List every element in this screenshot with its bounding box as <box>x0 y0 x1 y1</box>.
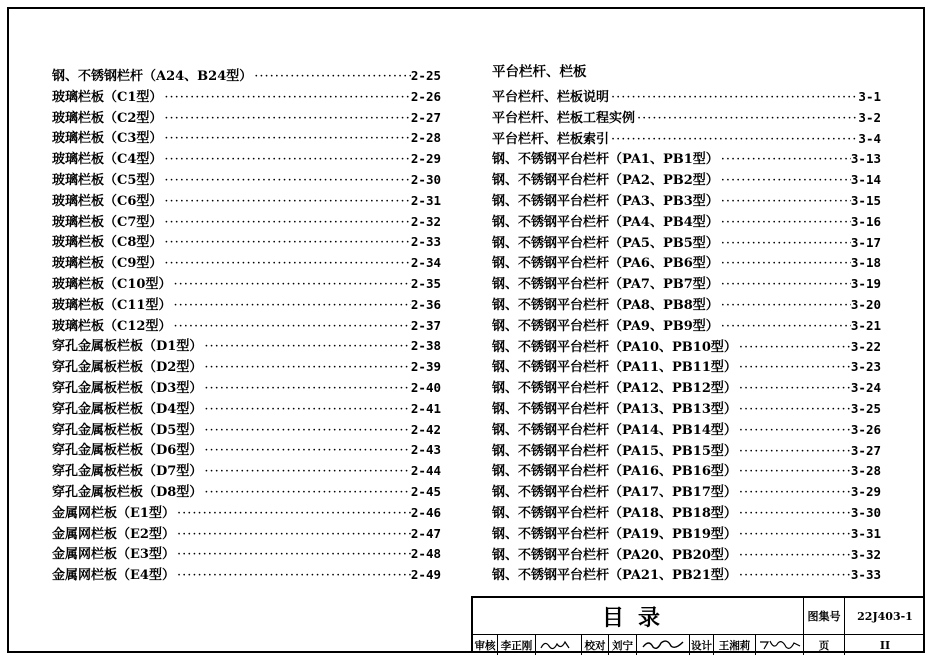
toc-leader-dots <box>737 423 851 438</box>
toc-entry-title: 穿孔金属板栏板（D3型） <box>52 380 203 396</box>
toc-entry <box>492 190 881 211</box>
toc-entry-title: 钢、不锈钢平台栏杆（PA13、PB13型） <box>492 401 737 417</box>
toc-entry <box>492 544 881 565</box>
toc-entry-page: 3-33 <box>850 567 881 583</box>
toc-entry-title: 钢、不锈钢平台栏杆（PA6、PB6型） <box>492 256 719 272</box>
toc-entry <box>52 294 441 315</box>
page-label: 页 <box>818 639 830 652</box>
toc-entry-page: 2-35 <box>410 275 441 291</box>
toc-entry <box>52 86 441 107</box>
toc-leader-dots <box>719 236 851 251</box>
toc-entry-page: 2-36 <box>410 296 441 312</box>
toc-entry-title: 平台栏杆、栏板说明 <box>492 90 610 105</box>
toc-entry-page: 2-27 <box>410 109 441 125</box>
toc-leader-dots <box>737 568 851 583</box>
toc-leader-dots <box>737 444 851 459</box>
toc-leader-dots <box>175 547 411 562</box>
toc-entry <box>492 356 881 377</box>
toc-entry-page: 3-19 <box>850 276 881 292</box>
toc-leader-dots <box>175 506 411 521</box>
toc-entry <box>52 190 441 211</box>
toc-entry <box>492 564 881 585</box>
toc-entry-title: 钢、不锈钢平台栏杆（PA1、PB1型） <box>492 152 719 168</box>
toc-entry <box>52 523 441 544</box>
toc-entry-page: 3-32 <box>850 546 881 562</box>
toc-entry <box>492 336 881 357</box>
toc-entry <box>52 502 441 523</box>
toc-entry-title: 金属网栏板（E4型） <box>52 568 175 584</box>
proof-label: 校对 <box>584 639 606 652</box>
toc-entry <box>492 211 881 232</box>
toc-entry <box>492 419 881 440</box>
toc-leader-dots <box>202 443 411 458</box>
toc-leader-dots <box>737 340 851 355</box>
toc-entry-page: 3-14 <box>850 172 881 188</box>
toc-entry <box>52 439 441 460</box>
toc-entry-title: 钢、不锈钢平台栏杆（PA10、PB10型） <box>492 339 737 355</box>
toc-entry <box>492 169 881 190</box>
toc-entry-page: 2-31 <box>410 192 441 208</box>
toc-leader-dots <box>175 568 411 583</box>
toc-entry <box>52 252 441 273</box>
toc-entry-page: 2-30 <box>410 171 441 187</box>
toc-entry-page: 3-15 <box>850 192 881 208</box>
toc-entry <box>52 211 441 232</box>
toc-leader-dots <box>162 152 410 167</box>
toc-entry-page: 2-49 <box>410 567 441 583</box>
toc-leader-dots <box>202 423 411 438</box>
toc-entry <box>52 543 441 564</box>
toc-leader-dots <box>609 132 858 147</box>
toc-entry <box>52 377 441 398</box>
toc-entry-title: 钢、不锈钢平台栏杆（PA11、PB11型） <box>492 360 737 376</box>
toc-leader-dots <box>719 298 851 313</box>
section-title-platform-railings: 平台栏杆、栏板 <box>492 64 587 80</box>
toc-entry <box>492 315 881 336</box>
toc-entry-page: 2-29 <box>410 151 441 167</box>
toc-entry-title: 平台栏杆、栏板工程实例 <box>492 110 636 126</box>
toc-entry-title: 金属网栏板（E1型） <box>52 505 175 521</box>
reviewer-signature <box>539 638 575 655</box>
toc-entry-page: 3-2 <box>858 109 881 125</box>
toc-leader-dots <box>202 339 411 354</box>
toc-leader-dots <box>162 131 410 146</box>
toc-entry-page: 3-4 <box>858 130 881 146</box>
toc-entry <box>52 356 441 377</box>
toc-leader-dots <box>162 194 410 209</box>
toc-entry-title: 玻璃栏板（C6型） <box>52 193 163 209</box>
toc-entry <box>492 86 881 107</box>
toc-entry <box>492 440 881 461</box>
toc-entry <box>492 481 881 502</box>
toc-entry-page: 3-13 <box>850 151 881 167</box>
toc-entry-title: 玻璃栏板（C9型） <box>52 256 163 272</box>
toc-leader-dots <box>162 235 410 250</box>
toc-leader-dots <box>737 402 851 417</box>
toc-entry-page: 2-39 <box>410 359 441 375</box>
toc-entry-title: 穿孔金属板栏板（D5型） <box>52 422 203 438</box>
toc-leader-dots <box>737 360 851 375</box>
toc-entry-page: 2-48 <box>410 546 441 562</box>
toc-entry <box>492 252 881 273</box>
toc-entry-title: 玻璃栏板（C7型） <box>52 214 163 230</box>
toc-leader-dots <box>635 111 858 126</box>
toc-entry <box>492 273 881 294</box>
proofreader-name: 刘宁 <box>612 639 633 652</box>
toc-entry-page: 2-38 <box>410 338 441 354</box>
toc-leader-dots <box>171 319 410 334</box>
toc-entry-page: 2-25 <box>410 68 441 83</box>
toc-entry <box>492 294 881 315</box>
toc-leader-dots <box>719 277 851 292</box>
toc-entry-page: 3-27 <box>850 442 881 458</box>
toc-entry-page: 2-44 <box>410 463 441 479</box>
toc-entry-page: 3-17 <box>850 234 881 250</box>
toc-entry-page: 2-46 <box>410 504 441 520</box>
toc-entry-title: 玻璃栏板（C5型） <box>52 172 163 188</box>
toc-entry-page: 3-20 <box>850 296 881 312</box>
toc-entry-page: 2-43 <box>410 442 441 458</box>
toc-entry-page: 2-41 <box>410 400 441 416</box>
toc-leader-dots <box>719 256 851 271</box>
toc-entry-title: 金属网栏板（E3型） <box>52 547 175 563</box>
toc-entry <box>52 315 441 336</box>
toc-leader-dots <box>202 464 411 479</box>
toc-entry-title: 钢、不锈钢平台栏杆（PA16、PB16型） <box>492 464 737 480</box>
toc-leader-dots <box>252 69 411 84</box>
toc-leader-dots <box>162 215 410 230</box>
toc-leader-dots <box>162 111 410 126</box>
toc-entry-page: 2-32 <box>410 213 441 229</box>
toc-entry <box>52 127 441 148</box>
designer-signature <box>758 638 802 655</box>
review-label: 审核 <box>474 639 496 652</box>
toc-entry-page: 3-29 <box>850 484 881 500</box>
toc-leader-dots <box>719 173 851 188</box>
toc-entry-title: 钢、不锈钢平台栏杆（PA20、PB20型） <box>492 547 737 563</box>
toc-entry-page: 3-16 <box>850 213 881 229</box>
toc-entry-title: 钢、不锈钢平台栏杆（PA5、PB5型） <box>492 235 719 251</box>
toc-entry-title: 钢、不锈钢平台栏杆（PA21、PB21型） <box>492 568 737 584</box>
toc-leader-dots <box>202 360 411 375</box>
toc-leader-dots <box>737 381 851 396</box>
toc-entry-title: 穿孔金属板栏板（D1型） <box>52 339 203 355</box>
toc-entry <box>52 564 441 585</box>
atlas-label: 图集号 <box>807 610 841 623</box>
design-label: 设计 <box>691 639 712 652</box>
toc-entry-title: 钢、不锈钢平台栏杆（PA12、PB12型） <box>492 381 737 397</box>
toc-entry-page: 3-1 <box>858 89 881 104</box>
toc-entry-title: 玻璃栏板（C11型） <box>52 297 172 313</box>
toc-entry-title: 钢、不锈钢平台栏杆（PA3、PB3型） <box>492 193 719 209</box>
toc-entry-title: 钢、不锈钢平台栏杆（PA18、PB18型） <box>492 505 737 521</box>
reviewer-name: 李正刚 <box>500 639 533 652</box>
toc-entry <box>492 502 881 523</box>
toc-leader-dots <box>162 256 410 271</box>
toc-leader-dots <box>202 402 411 417</box>
toc-entry <box>52 169 441 190</box>
toc-entry-title: 金属网栏板（E2型） <box>52 526 175 542</box>
toc-entry <box>52 398 441 419</box>
toc-entry-page: 3-30 <box>850 504 881 520</box>
toc-entry <box>492 523 881 544</box>
toc-entry <box>492 460 881 481</box>
toc-leader-dots <box>737 506 851 521</box>
toc-entry-page: 3-21 <box>850 317 881 333</box>
toc-entry-title: 玻璃栏板（C3型） <box>52 131 163 147</box>
toc-entry-title: 穿孔金属板栏板（D2型） <box>52 360 203 376</box>
title-block-title: 目录 <box>601 605 674 631</box>
toc-entry-page: 2-40 <box>410 379 441 395</box>
toc-entry-page: 2-45 <box>410 483 441 499</box>
toc-leader-dots <box>175 527 411 542</box>
toc-left-column <box>52 65 441 585</box>
toc-leader-dots <box>171 298 410 313</box>
page-number: II <box>879 638 891 652</box>
toc-entry-page: 3-26 <box>850 421 881 437</box>
toc-entry-title: 钢、不锈钢平台栏杆（PA7、PB7型） <box>492 277 719 293</box>
toc-leader-dots <box>737 464 851 479</box>
toc-entry <box>52 231 441 252</box>
toc-entry-title: 玻璃栏板（C1型） <box>52 89 163 105</box>
toc-entry-title: 钢、不锈钢平台栏杆（PA4、PB4型） <box>492 214 719 230</box>
toc-entry <box>492 128 881 149</box>
toc-entry-page: 2-47 <box>410 525 441 541</box>
toc-leader-dots <box>737 527 851 542</box>
toc-entry-title: 玻璃栏板（C10型） <box>52 276 172 292</box>
toc-right-column <box>492 86 881 585</box>
toc-entry-title: 穿孔金属板栏板（D8型） <box>52 484 203 500</box>
toc-entry-page: 2-33 <box>410 234 441 250</box>
toc-leader-dots <box>719 215 851 230</box>
toc-entry-page: 3-22 <box>850 338 881 354</box>
proofreader-signature <box>641 638 685 655</box>
toc-entry-title: 钢、不锈钢平台栏杆（PA9、PB9型） <box>492 318 719 334</box>
toc-entry <box>52 65 441 86</box>
toc-entry-page: 2-34 <box>410 255 441 271</box>
designer-name: 王湘莉 <box>718 639 751 652</box>
toc-entry <box>52 419 441 440</box>
toc-entry <box>52 460 441 481</box>
toc-entry-title: 钢、不锈钢平台栏杆（PA2、PB2型） <box>492 173 719 189</box>
toc-leader-dots <box>609 90 858 105</box>
toc-leader-dots <box>162 173 410 188</box>
toc-entry-page: 3-25 <box>850 400 881 416</box>
toc-entry-title: 玻璃栏板（C2型） <box>52 110 163 126</box>
toc-entry-page: 3-18 <box>850 255 881 271</box>
toc-entry <box>52 335 441 356</box>
toc-entry-title: 钢、不锈钢平台栏杆（PA17、PB17型） <box>492 485 737 501</box>
toc-entry-page: 2-42 <box>410 421 441 437</box>
toc-entry-page: 3-24 <box>850 380 881 396</box>
toc-leader-dots <box>737 485 851 500</box>
toc-entry-title: 玻璃栏板（C12型） <box>52 318 172 334</box>
toc-entry-title: 穿孔金属板栏板（D4型） <box>52 401 203 417</box>
toc-leader-dots <box>719 194 851 209</box>
toc-entry-title: 钢、不锈钢平台栏杆（PA14、PB14型） <box>492 422 737 438</box>
toc-leader-dots <box>719 152 851 167</box>
atlas-number: 22J403-1 <box>857 609 913 623</box>
toc-entry <box>52 481 441 502</box>
toc-entry-page: 3-23 <box>850 359 881 375</box>
toc-leader-dots <box>162 90 410 105</box>
toc-entry-page: 2-26 <box>410 88 441 104</box>
toc-entry-title: 钢、不锈钢平台栏杆（PA19、PB19型） <box>492 526 737 542</box>
toc-entry-title: 玻璃栏板（C8型） <box>52 235 163 251</box>
toc-entry <box>52 273 441 294</box>
toc-leader-dots <box>737 548 851 563</box>
toc-entry-title: 钢、不锈钢栏杆（A24、B24型） <box>52 69 253 84</box>
toc-entry-page: 3-31 <box>850 525 881 541</box>
toc-entry <box>492 377 881 398</box>
toc-entry-page: 2-37 <box>410 317 441 333</box>
toc-leader-dots <box>202 381 411 396</box>
toc-entry-title: 穿孔金属板栏板（D7型） <box>52 464 203 480</box>
toc-entry-title: 平台栏杆、栏板索引 <box>492 131 610 147</box>
toc-entry-title: 玻璃栏板（C4型） <box>52 152 163 168</box>
toc-entry <box>52 148 441 169</box>
toc-entry <box>492 398 881 419</box>
toc-leader-dots <box>171 277 410 292</box>
toc-entry <box>52 107 441 128</box>
toc-entry <box>492 107 881 128</box>
title-block <box>471 596 925 653</box>
toc-leader-dots <box>719 319 851 334</box>
toc-entry-page: 3-28 <box>850 463 881 479</box>
toc-entry-title: 钢、不锈钢平台栏杆（PA15、PB15型） <box>492 443 737 459</box>
toc-leader-dots <box>202 485 411 500</box>
toc-entry <box>492 232 881 253</box>
toc-entry-title: 穿孔金属板栏板（D6型） <box>52 443 203 459</box>
toc-entry-title: 钢、不锈钢平台栏杆（PA8、PB8型） <box>492 297 719 313</box>
toc-entry <box>492 148 881 169</box>
toc-entry-page: 2-28 <box>410 130 441 146</box>
